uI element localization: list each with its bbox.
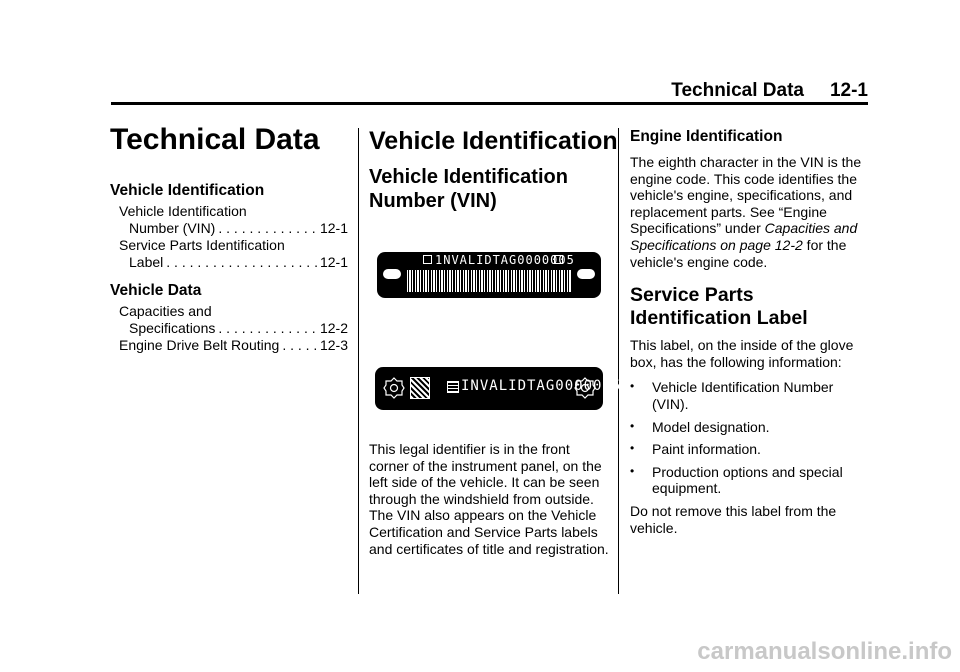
toc-heading-vehicle-identification: Vehicle Identification <box>110 182 265 199</box>
vin-windshield-text: INVALIDTAG0000005 <box>461 378 622 394</box>
toc-entry-capacities[interactable] <box>119 303 348 337</box>
column-divider-left <box>358 128 359 594</box>
toc-leader <box>282 337 317 354</box>
subsection-title <box>369 165 568 213</box>
toc-leader <box>218 220 317 237</box>
qr-small-icon <box>423 255 432 264</box>
barcode <box>407 270 571 292</box>
running-header <box>671 80 868 102</box>
column-divider-right <box>618 128 619 594</box>
list-item <box>630 441 872 458</box>
list-item <box>630 379 872 412</box>
section-title: Vehicle Identification <box>369 127 618 155</box>
toc-page-number: 12-1 <box>319 220 348 236</box>
header-page-number: 12-1 <box>829 80 868 101</box>
toc-entry-text: Label <box>129 254 164 270</box>
chapter-title: Technical Data <box>110 123 320 156</box>
info-bullet-list <box>630 379 872 497</box>
bullet-icon: • <box>630 379 635 394</box>
heading-line: Service Parts <box>630 284 754 307</box>
toc-leader <box>166 254 317 271</box>
toc-heading-vehicle-data: Vehicle Data <box>110 282 202 299</box>
vin-windshield-image <box>375 367 622 410</box>
bullet-icon: • <box>630 418 635 433</box>
engine-text: for the vehicle's engine code. <box>630 236 847 270</box>
toc-entry-text: Engine Drive Belt Routing <box>119 337 280 353</box>
plate-slot-left <box>383 269 401 279</box>
toc-entry-text: Number (VIN) <box>129 220 216 236</box>
toc-leader <box>218 320 317 337</box>
subsection-title-line: Number (VIN) <box>369 190 497 212</box>
gear-icon <box>574 377 596 399</box>
list-item-text: Vehicle Identification Number (VIN). <box>652 379 834 412</box>
service-parts-intro: This label, on the inside of the glove box, has the following information: <box>630 337 854 370</box>
list-item <box>630 464 872 497</box>
right-column <box>630 128 872 536</box>
toc-page-number: 12-2 <box>319 320 348 336</box>
engine-text: The eighth character in the VIN is the engine code. This code identifies the vehicle's engine, specifications, and replacement parts. See “Engine Specifications” under <box>630 154 862 237</box>
toc-entry-text: Service Parts Identification <box>119 237 285 253</box>
header-section: Technical Data <box>671 80 804 101</box>
service-parts-heading <box>630 284 872 330</box>
plate-slot-right <box>577 269 595 279</box>
toc-entry-service-parts[interactable] <box>119 237 348 271</box>
toc-entry-text: Vehicle Identification <box>119 203 247 219</box>
toc-page-number: 12-3 <box>319 337 348 353</box>
list-item-text: Paint information. <box>652 441 761 458</box>
subsection-title-line: Vehicle Identification <box>369 166 568 188</box>
toc-entry-belt-routing[interactable] <box>119 337 348 354</box>
list-item-text: Model designation. <box>652 418 770 435</box>
qr-small-icon <box>447 381 459 393</box>
gear-icon <box>383 377 405 399</box>
vin-description: This legal identifier is in the front corner of the instrument panel, on the left side of the vehicle. It can be seen through the windshield from outside. The VIN also appears on the Vehicle Certification and Service Parts labels and certificates of title and registration. <box>369 441 609 557</box>
bullet-icon: • <box>630 441 635 456</box>
toc-section <box>110 182 348 354</box>
closing-note: Do not remove this label from the vehicle. <box>630 502 837 536</box>
toc-entry-text: Capacities and <box>119 303 212 319</box>
qr-code-icon <box>410 377 430 399</box>
cross-reference-link[interactable]: Capacities and Specifications on page 12-2 <box>630 220 858 253</box>
vin-plate-image <box>377 252 601 298</box>
list-item <box>630 419 872 436</box>
toc-list <box>110 203 348 271</box>
watermark: carmanualsonline.info <box>697 638 952 665</box>
bullet-icon: • <box>630 463 635 478</box>
toc-entry-vin[interactable] <box>119 203 348 237</box>
toc-page-number: 12-1 <box>319 254 348 270</box>
heading-line: Identification Label <box>630 307 808 330</box>
list-item-text: Production options and special equipment. <box>652 463 843 497</box>
toc-entry-text: Specifications <box>129 320 216 336</box>
engine-identification-heading: Engine Identification <box>630 128 783 145</box>
engine-identification-text <box>630 154 872 270</box>
toc-list <box>110 303 348 354</box>
vin-plate-text: 1NVALIDTAG0000005 <box>435 253 575 267</box>
header-rule <box>111 102 868 105</box>
